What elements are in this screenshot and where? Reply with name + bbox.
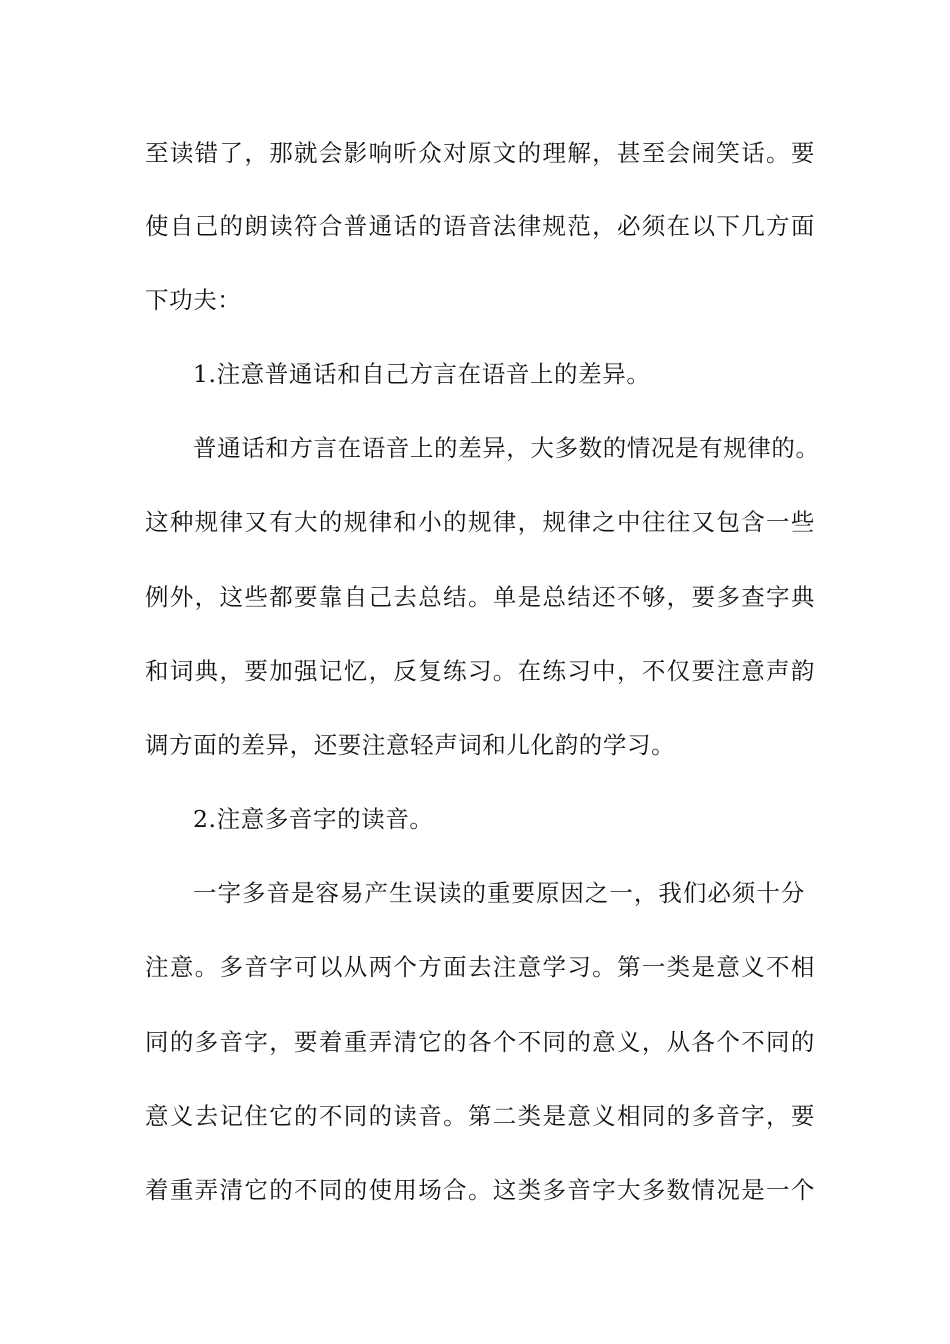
text-line: 调方面的差异，还要注意轻声词和儿化韵的学习。 [145, 731, 676, 759]
text-line: 这种规律又有大的规律和小的规律，规律之中往往又包含一些 [145, 508, 815, 536]
text-line: 普通话和方言在语音上的差异，大多数的情况是有规律的。 [193, 434, 820, 462]
text-line: 下功夫： [145, 286, 242, 314]
text-line: 例外，这些都要靠自己去总结。单是总结还不够，要多查字典 [145, 583, 815, 611]
section-heading: 2.注意多音字的读音。 [193, 805, 434, 833]
text-line: 注意。多音字可以从两个方面去注意学习。第一类是意义不相 [145, 953, 815, 981]
text-line: 使自己的朗读符合普通话的语音法律规范，必须在以下几方面 [145, 212, 815, 240]
text-line: 一字多音是容易产生误读的重要原因之一，我们必须十分 [193, 879, 805, 907]
section-heading: 1.注意普通话和自己方言在语音上的差异。 [193, 360, 651, 388]
text-line: 同的多音字，要着重弄清它的各个不同的意义，从各个不同的 [145, 1028, 815, 1056]
text-line: 和词典，要加强记忆，反复练习。在练习中，不仅要注意声韵 [145, 657, 815, 685]
text-line: 着重弄清它的不同的使用场合。这类多音字大多数情况是一个 [145, 1176, 815, 1204]
text-line: 意义去记住它的不同的读音。第二类是意义相同的多音字，要 [145, 1102, 815, 1130]
text-line: 至读错了，那就会影响听众对原文的理解，甚至会闹笑话。要 [145, 139, 815, 167]
